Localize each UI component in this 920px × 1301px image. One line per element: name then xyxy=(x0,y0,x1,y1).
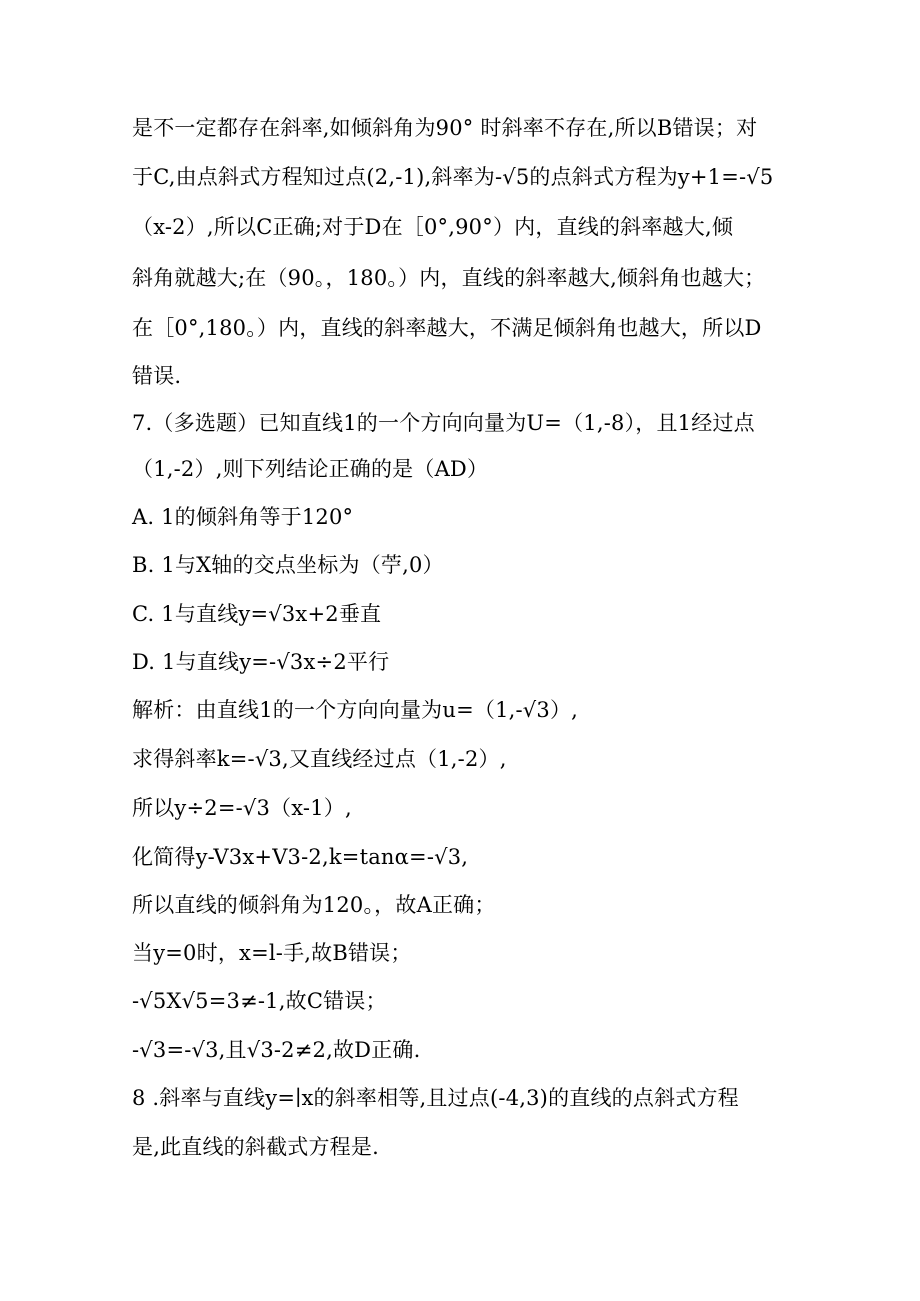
option-c: C. 1与直线y=√3x+2垂直 xyxy=(132,602,382,626)
solution-line-4: 化简得y-V3x+V3-2,k=tanα=-√3, xyxy=(132,845,469,869)
option-a: A. 1的倾斜角等于120° xyxy=(132,505,354,529)
text-line-1: 是不一定都存在斜率,如倾斜角为90° 时斜率不存在,所以B错误；对 xyxy=(132,116,758,140)
option-b: B. 1与X轴的交点坐标为（苧,0） xyxy=(132,553,444,577)
text-line-2: 于C,由点斜式方程知过点(2,-1),斜率为-√5的点斜式方程为y+1=-√5 xyxy=(132,165,774,189)
text-line-6: 错误. xyxy=(132,364,182,388)
solution-line-6: 当y=0时，x=l-手,故B错误； xyxy=(132,941,412,965)
solution-line-1: 解析：由直线1的一个方向向量为u=（1,-√3）, xyxy=(132,698,579,722)
text-line-4: 斜角就越大;在（90。，180。）内，直线的斜率越大,倾斜角也越大； xyxy=(132,266,766,290)
option-d: D. 1与直线y=-√3x÷2平行 xyxy=(132,650,390,674)
solution-line-7: -√5X√5=3≠-1,故C错误； xyxy=(132,989,387,1013)
solution-line-3: 所以y÷2=-√3（x-1）, xyxy=(132,796,352,820)
question-8-stem-continued: 是,此直线的斜截式方程是. xyxy=(132,1135,379,1159)
solution-line-5: 所以直线的倾斜角为120。，故A正确； xyxy=(132,893,496,917)
text-line-3: （x-2）,所以C正确;对于D在［0°,90°）内，直线的斜率越大,倾 xyxy=(132,215,734,239)
text-line-5: 在［0°,180。）内，直线的斜率越大，不满足倾斜角也越大，所以D xyxy=(132,316,762,340)
question-7-stem: 7.（多选题）已知直线1的一个方向向量为U=（1,-8），且1经过点 xyxy=(132,411,755,435)
question-7-stem-continued: （1,-2）,则下列结论正确的是（AD） xyxy=(132,457,489,481)
solution-line-8: -√3=-√3,且√3-2≠2,故D正确. xyxy=(132,1038,421,1062)
solution-line-2: 求得斜率k=-√3,又直线经过点（1,-2）, xyxy=(132,747,507,771)
question-8-stem: 8 .斜率与直线y=∣x的斜率相等,且过点(-4,3)的直线的点斜式方程 xyxy=(132,1086,739,1110)
